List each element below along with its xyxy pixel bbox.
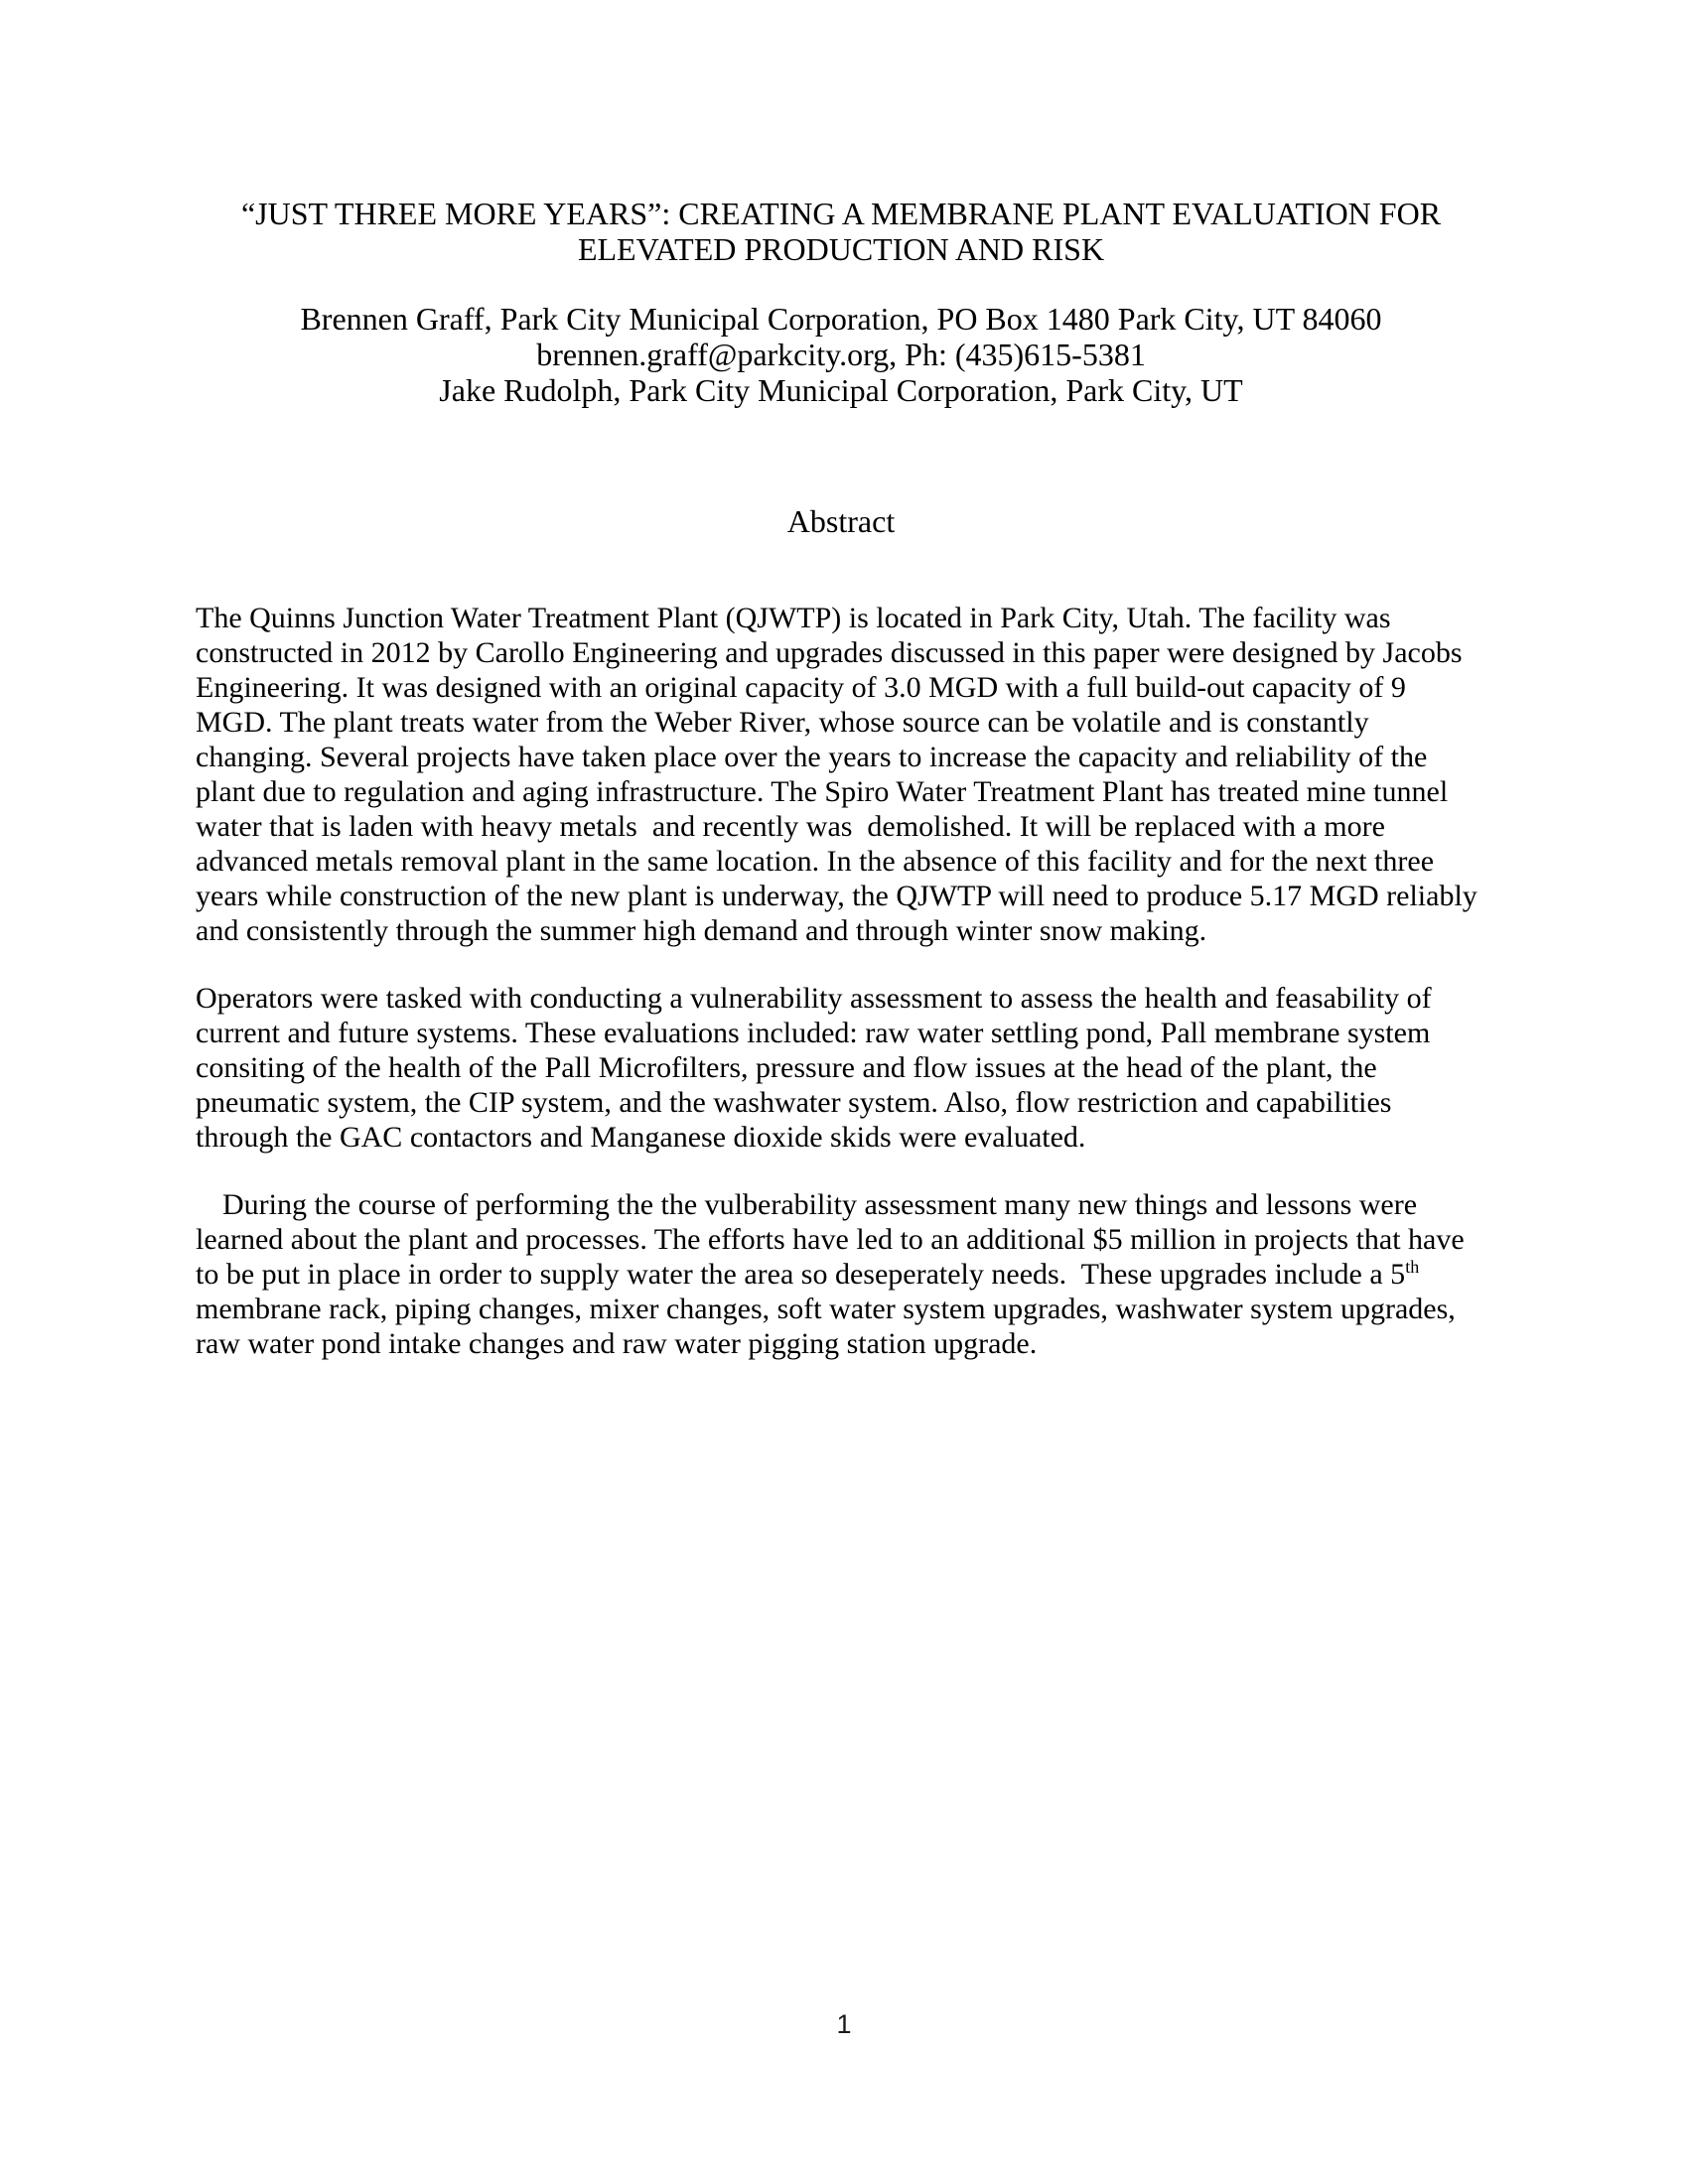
author-block bbox=[196, 301, 1486, 408]
abstract-paragraph-2: Operators were tasked with conducting a vulnerability assessment to assess the health and feasability of current and future systems. These evaluations included: raw water settling pond, Pall membrane system consiting of the health of the Pall Microfilters, pressure and flow issues at the head of the plant, the pneumatic system, the CIP system, and the washwater system. Also, flow restriction and capabilities through the GAC contactors and Manganese dioxide skids were evaluated. bbox=[196, 982, 1440, 1154]
document-content bbox=[196, 196, 1486, 1361]
author-affiliation-line: Brennen Graff, Park City Municipal Corporation, PO Box 1480 Park City, UT 84060 bbox=[300, 301, 1382, 337]
abstract-heading: Abstract bbox=[786, 503, 896, 539]
paragraph-3-text-after-superscript: membrane rack, piping changes, mixer changes, soft water system upgrades, washwater system upgrades, raw water pond intake changes and raw water pigging station upgrade. bbox=[196, 1258, 1464, 1360]
author-contact-line: brennen.graff@parkcity.org, Ph: (435)615-5381 bbox=[536, 337, 1146, 372]
abstract-paragraph-3 bbox=[196, 1187, 1486, 1361]
paper-title: “JUST THREE MORE YEARS”: CREATING A MEMBRANE PLANT EVALUATION FOR ELEVATED PRODUCTION AND RISK bbox=[240, 196, 1442, 267]
page-number: 1 bbox=[836, 2009, 852, 2039]
abstract-paragraph-1: The Quinns Junction Water Treatment Plant (QJWTP) is located in Park City, Utah. The facility was constructed in 2012 by Carollo Engineering and upgrades discussed in this paper were designed by Jacobs Engineering. It was designed with an original capacity of 3.0 MGD with a full build-out capacity of 9 MGD. The plant treats water from the Weber River, whose source can be volatile and is constantly changing. Several projects have taken place over the years to increase the capacity and reliability of the plant due to regulation and aging infrastructure. The Spiro Water Treatment Plant has treated mine tunnel water that is laden with heavy metals and recently was demolished. It will be replaced with a more advanced metals removal plant in the same location. In the absence of this facility and for the next three years while construction of the new plant is underway, the QJWTP will need to produce 5.17 MGD reliably and consistently through the summer high demand and through winter snow making. bbox=[196, 602, 1485, 947]
paragraph-3-text-before-superscript: During the course of performing the the vulberability assessment many new things and lessons were learned about the plant and processes. The efforts have led to an additional $5 million in projects that have to be put in place in order to supply water the area so deseperately needs. These upgrades include a 5 bbox=[196, 1188, 1473, 1291]
coauthor-line: Jake Rudolph, Park City Municipal Corporation, Park City, UT bbox=[439, 372, 1243, 408]
ordinal-superscript: th bbox=[1405, 1257, 1420, 1277]
